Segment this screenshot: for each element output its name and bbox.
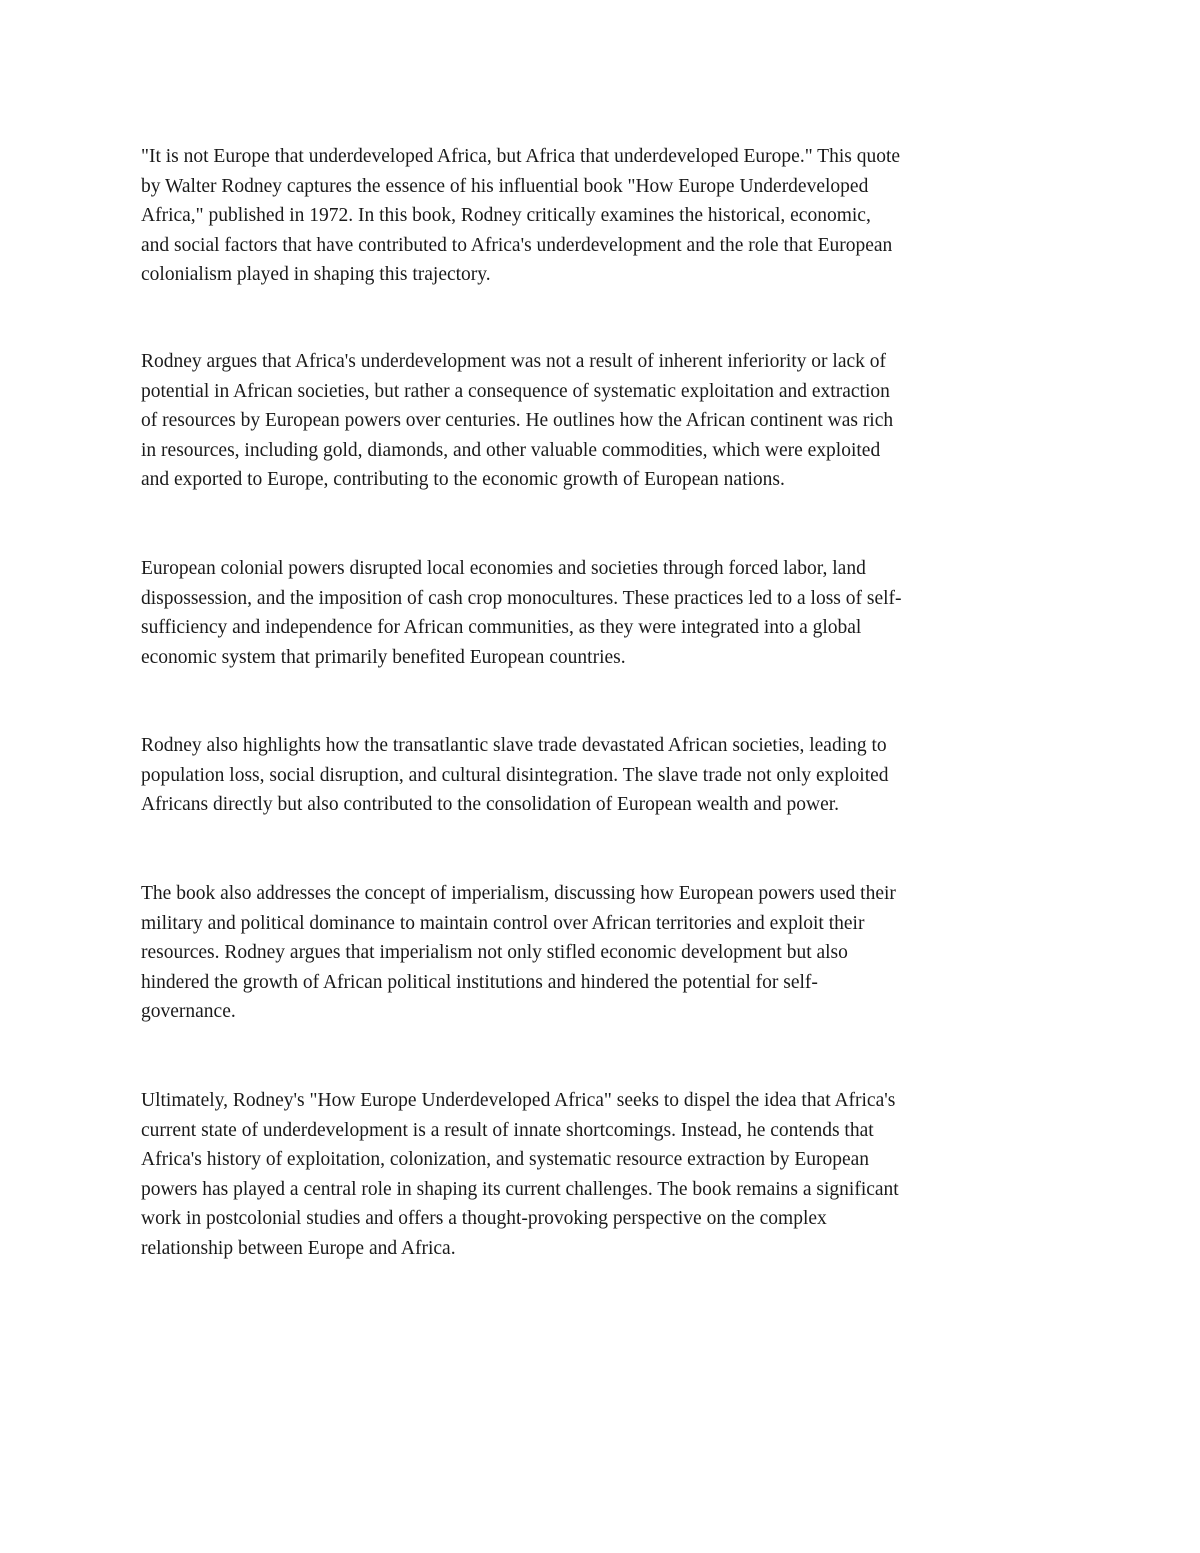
text-line: and exported to Europe, contributing to the economic growth of European nations.	[141, 469, 785, 490]
text-line: Rodney argues that Africa's underdevelopment was not a result of inherent inferiority or lack of	[141, 351, 887, 372]
text-line: economic system that primarily benefited European countries.	[141, 646, 626, 668]
text-line: resources. Rodney argues that imperialism not only stifled economic development but also	[141, 942, 848, 963]
text-line: potential in African societies, but rather a consequence of systematic exploitation and extraction	[141, 380, 890, 402]
paragraph-colonial-powers	[141, 554, 902, 672]
text-line: European colonial powers disrupted local economies and societies through forced labor, land	[141, 558, 866, 579]
text-line: military and political dominance to maintain control over African territories and exploit their	[141, 912, 865, 934]
text-line: The book also addresses the concept of imperialism, discussing how European powers used their	[141, 883, 896, 904]
text-line: Africa's history of exploitation, colonization, and systematic resource extraction by European	[141, 1149, 870, 1170]
paragraph-exploitation	[141, 347, 893, 495]
paragraph-conclusion	[141, 1086, 899, 1263]
text-line: Africans directly but also contributed to the consolidation of European wealth and power.	[141, 794, 840, 815]
text-line: population loss, social disruption, and cultural disintegration. The slave trade not only exploited	[141, 764, 889, 786]
text-line: colonialism played in shaping this trajectory.	[141, 264, 491, 285]
text-line: Africa," published in 1972. In this book, Rodney critically examines the historical, economic,	[141, 205, 871, 226]
paragraph-imperialism	[141, 879, 896, 1027]
paragraph-slave-trade	[141, 731, 889, 820]
text-line: governance.	[141, 1001, 236, 1022]
text-line: sufficiency and independence for African communities, as they were integrated into a global	[141, 617, 862, 638]
text-line: Rodney also highlights how the transatlantic slave trade devastated African societies, leading to	[141, 735, 887, 756]
text-line: "It is not Europe that underdeveloped Africa, but Africa that underdeveloped Europe." This quote	[141, 146, 901, 167]
text-line: by Walter Rodney captures the essence of his influential book "How Europe Underdeveloped	[141, 175, 869, 197]
text-line: of resources by European powers over centuries. He outlines how the African continent was rich	[141, 410, 894, 431]
text-line: current state of underdevelopment is a result of innate shortcomings. Instead, he contends that	[141, 1119, 874, 1141]
text-line: work in postcolonial studies and offers a thought-provoking perspective on the complex	[141, 1208, 827, 1229]
text-line: Ultimately, Rodney's "How Europe Underdeveloped Africa" seeks to dispel the idea that Africa's	[141, 1090, 896, 1111]
text-line: relationship between Europe and Africa.	[141, 1237, 456, 1259]
text-line: and social factors that have contributed to Africa's underdevelopment and the role that European	[141, 234, 893, 256]
text-line: hindered the growth of African political institutions and hindered the potential for self-	[141, 971, 818, 993]
paragraph-intro	[141, 142, 900, 290]
text-line: powers has played a central role in shaping its current challenges. The book remains a significant	[141, 1178, 899, 1200]
text-line: dispossession, and the imposition of cash crop monocultures. These practices led to a loss of self-	[141, 587, 902, 609]
text-line: in resources, including gold, diamonds, and other valuable commodities, which were exploited	[141, 439, 881, 461]
